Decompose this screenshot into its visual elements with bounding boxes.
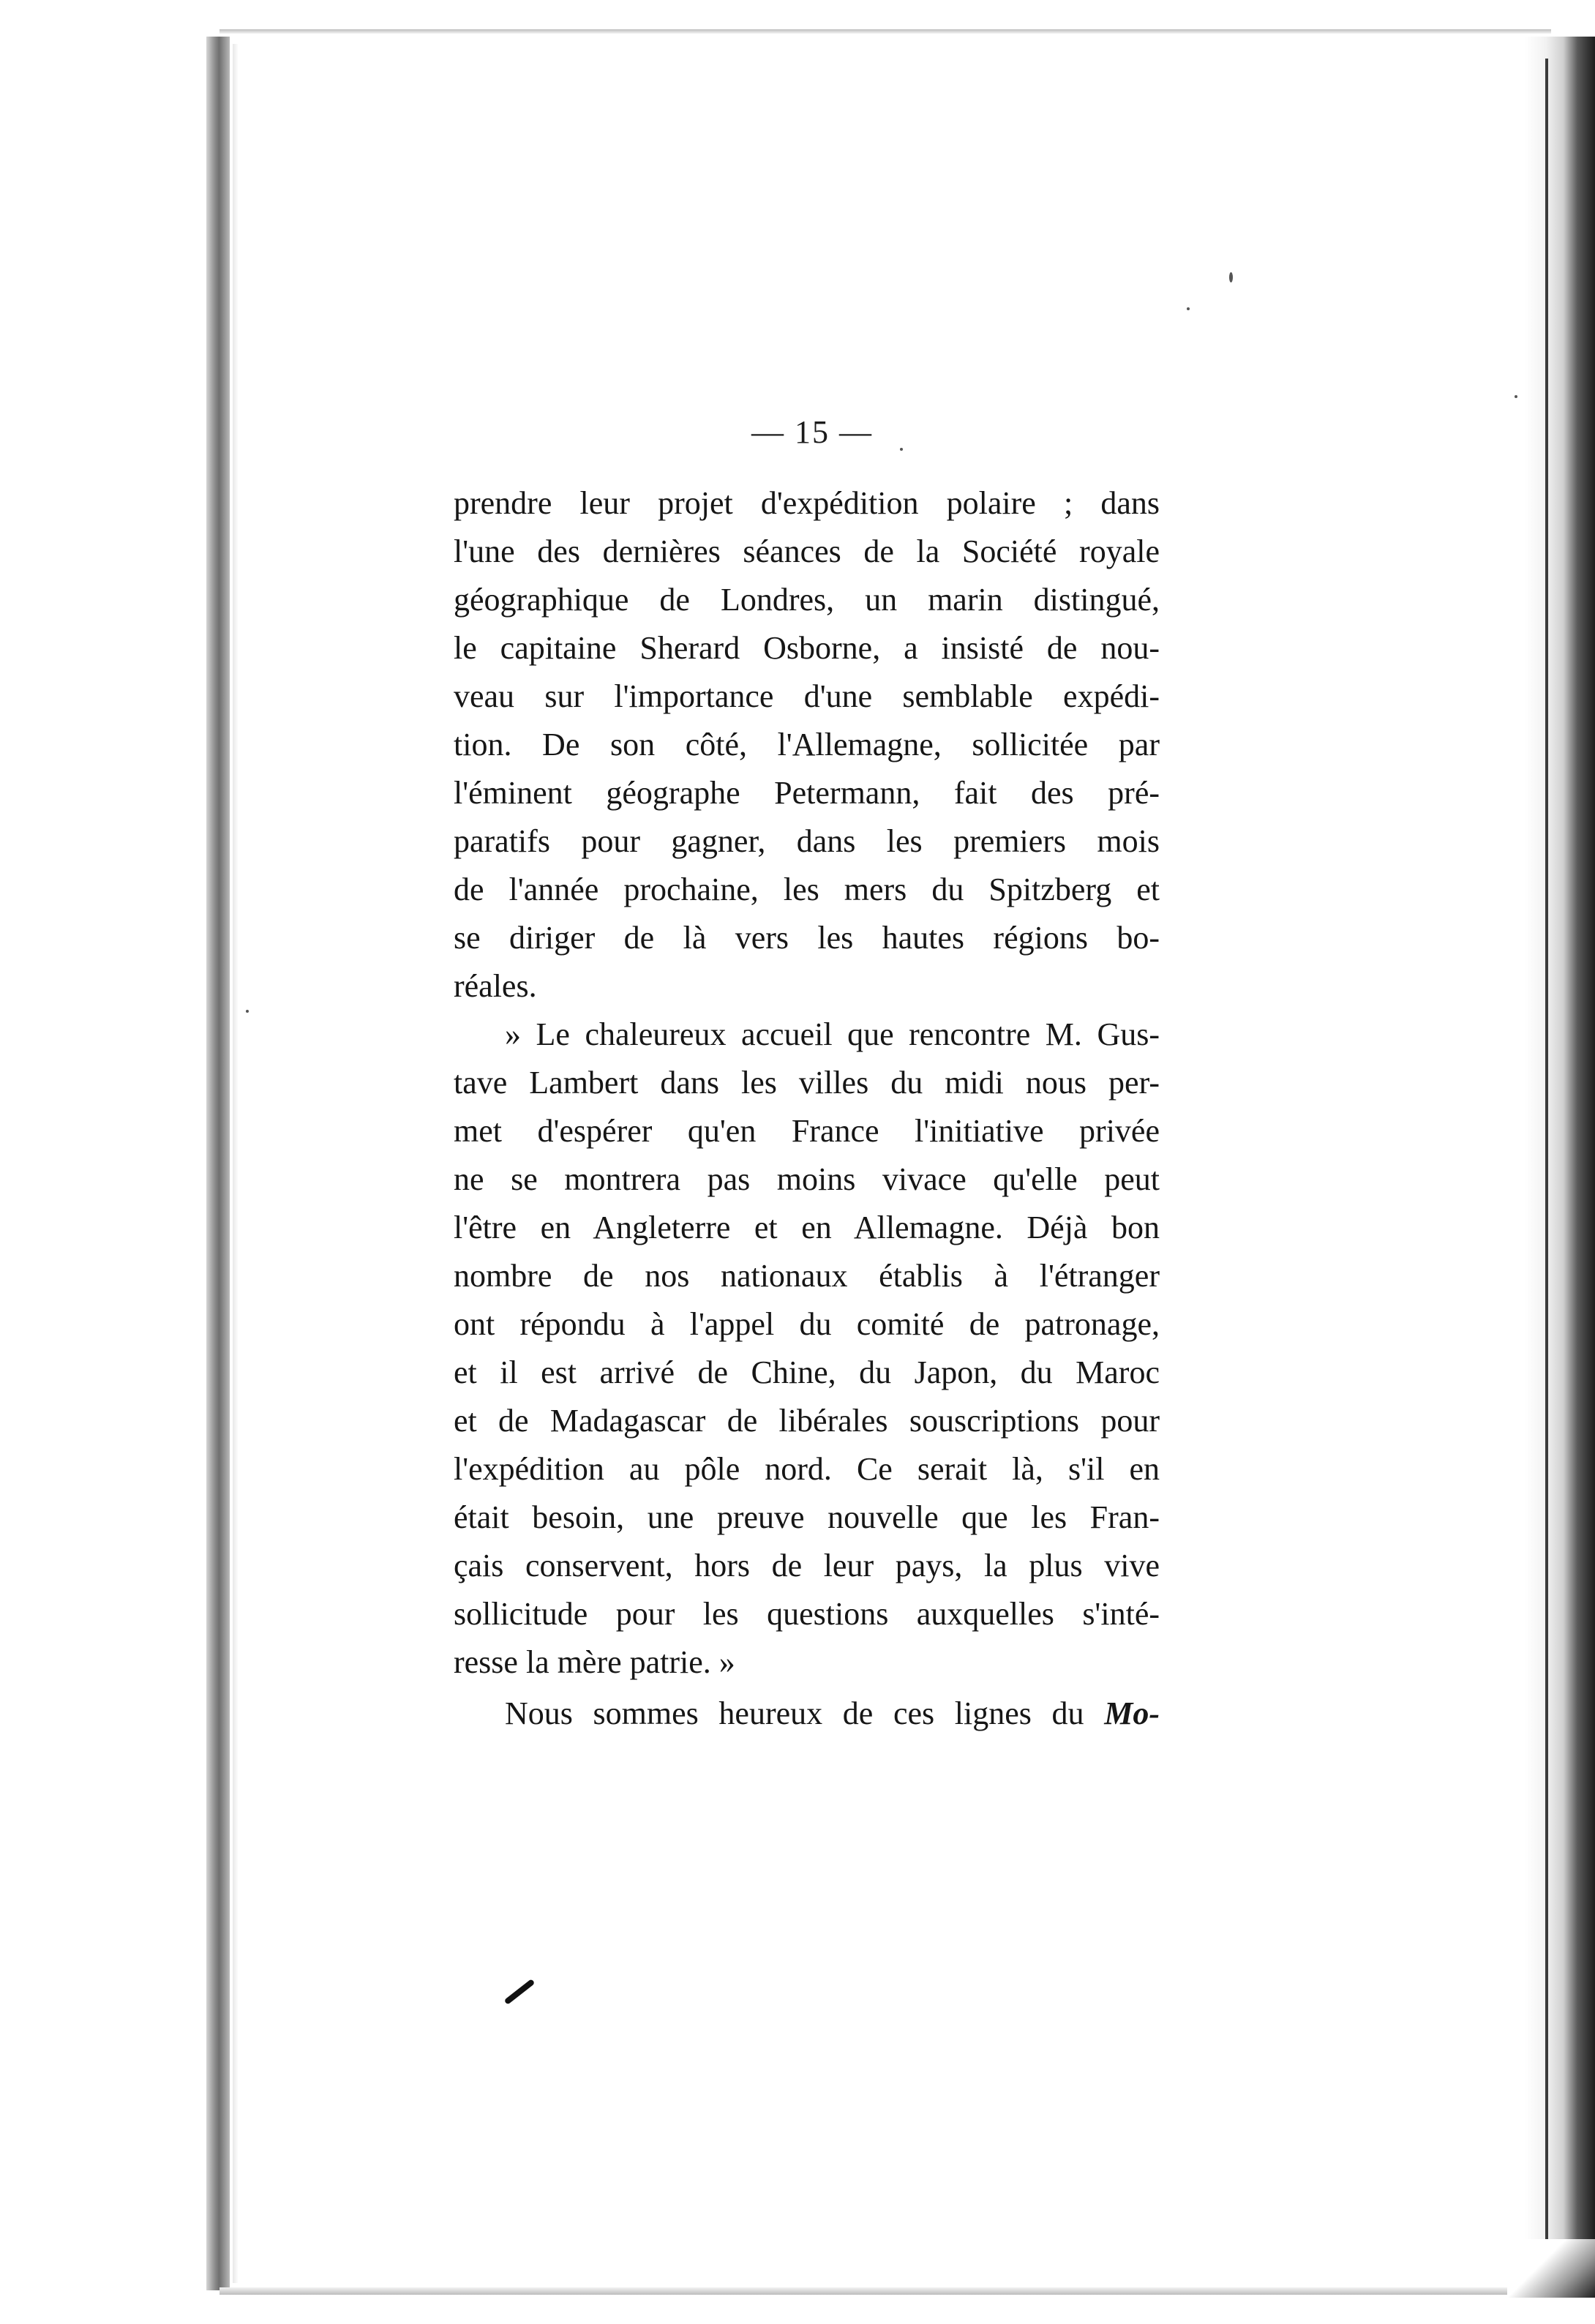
- ink-fleck: [246, 1010, 249, 1013]
- text-line: prendre leur projet d'expédition polaire ; dans: [454, 485, 1160, 521]
- text-line: l'une des dernières séances de la Société royale: [454, 533, 1160, 569]
- book-spine-shadow: [206, 37, 230, 2290]
- text-line: l'être en Angleterre et en Allemagne. Déjà bon: [454, 1210, 1160, 1245]
- text-line: et il est arrivé de Chine, du Japon, du Maroc: [454, 1354, 1160, 1390]
- text-line-prefix: Nous sommes heureux de ces lignes du: [505, 1695, 1084, 1731]
- text-line: de l'année prochaine, les mers du Spitzberg et: [454, 872, 1160, 907]
- ink-fleck: [1187, 307, 1190, 310]
- page-bottom-edge: [219, 2287, 1551, 2295]
- text-line: le capitaine Sherard Osborne, a insisté de nou-: [454, 630, 1160, 666]
- page-number: — 15 —: [751, 414, 873, 450]
- text-line: [454, 1690, 1160, 1738]
- text-line: l'éminent géographe Petermann, fait des pré-: [454, 775, 1160, 811]
- text-line: ne se montrera pas moins vivace qu'elle peut: [454, 1161, 1160, 1197]
- page-bottom-corner: [1507, 2239, 1595, 2298]
- text-line: nombre de nos nationaux établis à l'étranger: [454, 1258, 1160, 1294]
- text-line: réales.: [454, 968, 537, 1004]
- text-line: çais conservent, hors de leur pays, la plus vive: [454, 1548, 1160, 1583]
- text-line: tion. De son côté, l'Allemagne, sollicitée par: [454, 727, 1160, 762]
- text-line: veau sur l'importance d'une semblable expédi-: [454, 678, 1160, 714]
- text-line-italic: Mo-: [1104, 1695, 1160, 1731]
- text-line: géographique de Londres, un marin distingué,: [454, 582, 1160, 618]
- text-line: et de Madagascar de libérales souscriptions pour: [454, 1403, 1160, 1439]
- text-line: ont répondu à l'appel du comité de patronage,: [454, 1306, 1160, 1342]
- page-top-edge: [219, 29, 1551, 34]
- text-line: sollicitude pour les questions auxquelles s'inté-: [454, 1596, 1160, 1632]
- spine-edge: [233, 44, 239, 2283]
- text-line: paratifs pour gagner, dans les premiers mois: [454, 823, 1160, 859]
- page-right-edge-line: [1545, 59, 1548, 2268]
- text-line: met d'espérer qu'en France l'initiative privée: [454, 1113, 1160, 1149]
- body-text: [454, 479, 1160, 1738]
- page-right-edge: [1525, 37, 1595, 2290]
- pen-mark: [504, 1979, 536, 2005]
- ink-fleck: [1515, 395, 1517, 398]
- text-line: resse la mère patrie. »: [454, 1644, 735, 1680]
- text-line: l'expédition au pôle nord. Ce serait là, s'il en: [454, 1451, 1160, 1487]
- ink-fleck: [1229, 272, 1233, 282]
- text-line: tave Lambert dans les villes du midi nous per-: [454, 1065, 1160, 1101]
- text-line: » Le chaleureux accueil que rencontre M. Gus-: [505, 1016, 1160, 1052]
- text-line: se diriger de là vers les hautes régions bo-: [454, 920, 1160, 956]
- ink-fleck: [900, 448, 903, 451]
- text-line: était besoin, une preuve nouvelle que les Fran-: [454, 1499, 1160, 1535]
